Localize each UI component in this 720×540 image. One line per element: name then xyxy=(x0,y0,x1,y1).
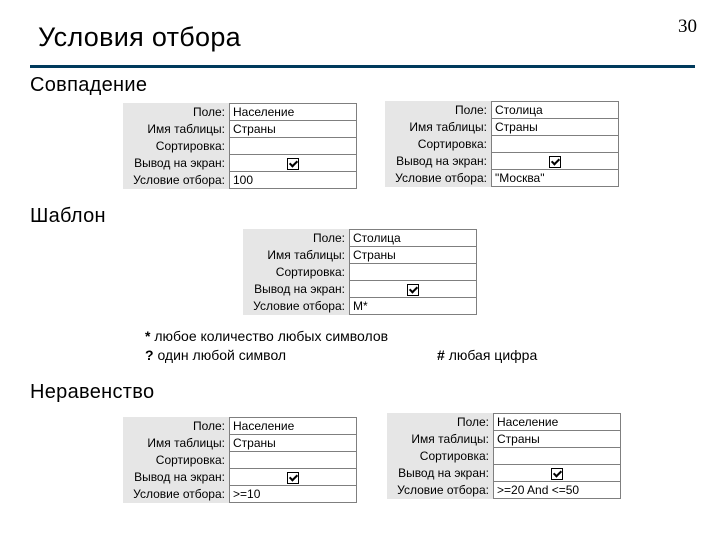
field-cell[interactable]: Столица xyxy=(350,230,477,247)
label-show: Вывод на экран: xyxy=(134,156,225,170)
label-sort: Сортировка: xyxy=(155,453,225,467)
sort-cell[interactable] xyxy=(350,264,477,281)
show-cell[interactable] xyxy=(492,153,619,170)
label-table: Имя таблицы: xyxy=(147,122,225,136)
question-symbol: ? xyxy=(145,347,154,363)
wildcard-note-star xyxy=(145,328,388,344)
label-show: Вывод на экран: xyxy=(396,154,487,168)
criteria-cell[interactable]: "Москва" xyxy=(492,170,619,187)
show-checkbox[interactable] xyxy=(287,158,299,170)
label-table: Имя таблицы: xyxy=(147,436,225,450)
hash-text: любая цифра xyxy=(448,347,538,363)
section-heading-match: Совпадение xyxy=(30,74,148,96)
show-checkbox[interactable] xyxy=(407,284,419,296)
show-checkbox[interactable] xyxy=(551,468,563,480)
label-sort: Сортировка: xyxy=(417,137,487,151)
field-cell[interactable]: Население xyxy=(494,414,621,431)
show-checkbox[interactable] xyxy=(287,472,299,484)
qbe-grid-pattern-1 xyxy=(243,229,477,315)
label-table: Имя таблицы: xyxy=(409,120,487,134)
wildcard-note-question xyxy=(145,347,286,363)
label-show: Вывод на экран: xyxy=(134,470,225,484)
label-criteria: Условие отбора: xyxy=(395,171,487,185)
criteria-cell[interactable]: М* xyxy=(350,298,477,315)
show-cell[interactable] xyxy=(230,155,357,172)
show-cell[interactable] xyxy=(230,469,357,486)
qbe-grid-match-1 xyxy=(123,103,357,189)
table-cell[interactable]: Страны xyxy=(230,435,357,452)
criteria-cell[interactable]: 100 xyxy=(230,172,357,189)
label-sort: Сортировка: xyxy=(275,265,345,279)
criteria-cell[interactable]: >=20 And <=50 xyxy=(494,482,621,499)
question-text: один любой символ xyxy=(157,347,287,363)
label-field: Поле: xyxy=(312,231,345,245)
show-cell[interactable] xyxy=(494,465,621,482)
field-cell[interactable]: Столица xyxy=(492,102,619,119)
label-field: Поле: xyxy=(192,419,225,433)
field-cell[interactable]: Население xyxy=(230,418,357,435)
criteria-cell[interactable]: >=10 xyxy=(230,486,357,503)
qbe-grid-inequality-2 xyxy=(387,413,621,499)
table-cell[interactable]: Страны xyxy=(230,121,357,138)
label-table: Имя таблицы: xyxy=(267,248,345,262)
star-text: любое количество любых символов xyxy=(154,328,389,344)
label-show: Вывод на экран: xyxy=(398,466,489,480)
sort-cell[interactable] xyxy=(494,448,621,465)
table-cell[interactable]: Страны xyxy=(494,431,621,448)
label-table: Имя таблицы: xyxy=(411,432,489,446)
show-cell[interactable] xyxy=(350,281,477,298)
field-cell[interactable]: Население xyxy=(230,104,357,121)
slide-number: 30 xyxy=(678,16,697,37)
label-sort: Сортировка: xyxy=(419,449,489,463)
hash-symbol: # xyxy=(437,347,445,363)
label-criteria: Условие отбора: xyxy=(133,487,225,501)
slide-title: Условия отбора xyxy=(38,22,241,52)
label-sort: Сортировка: xyxy=(155,139,225,153)
star-symbol: * xyxy=(145,328,151,344)
label-field: Поле: xyxy=(456,415,489,429)
qbe-grid-inequality-1 xyxy=(123,417,357,503)
table-cell[interactable]: Страны xyxy=(492,119,619,136)
sort-cell[interactable] xyxy=(492,136,619,153)
section-heading-inequality: Неравенство xyxy=(30,381,155,403)
section-heading-pattern: Шаблон xyxy=(30,205,106,227)
table-cell[interactable]: Страны xyxy=(350,247,477,264)
wildcard-note-hash xyxy=(437,347,537,363)
sort-cell[interactable] xyxy=(230,452,357,469)
show-checkbox[interactable] xyxy=(549,156,561,168)
sort-cell[interactable] xyxy=(230,138,357,155)
label-field: Поле: xyxy=(454,103,487,117)
label-show: Вывод на экран: xyxy=(254,282,345,296)
label-field: Поле: xyxy=(192,105,225,119)
label-criteria: Условие отбора: xyxy=(253,299,345,313)
title-divider xyxy=(30,65,695,68)
qbe-grid-match-2 xyxy=(385,101,619,187)
label-criteria: Условие отбора: xyxy=(397,483,489,497)
label-criteria: Условие отбора: xyxy=(133,173,225,187)
